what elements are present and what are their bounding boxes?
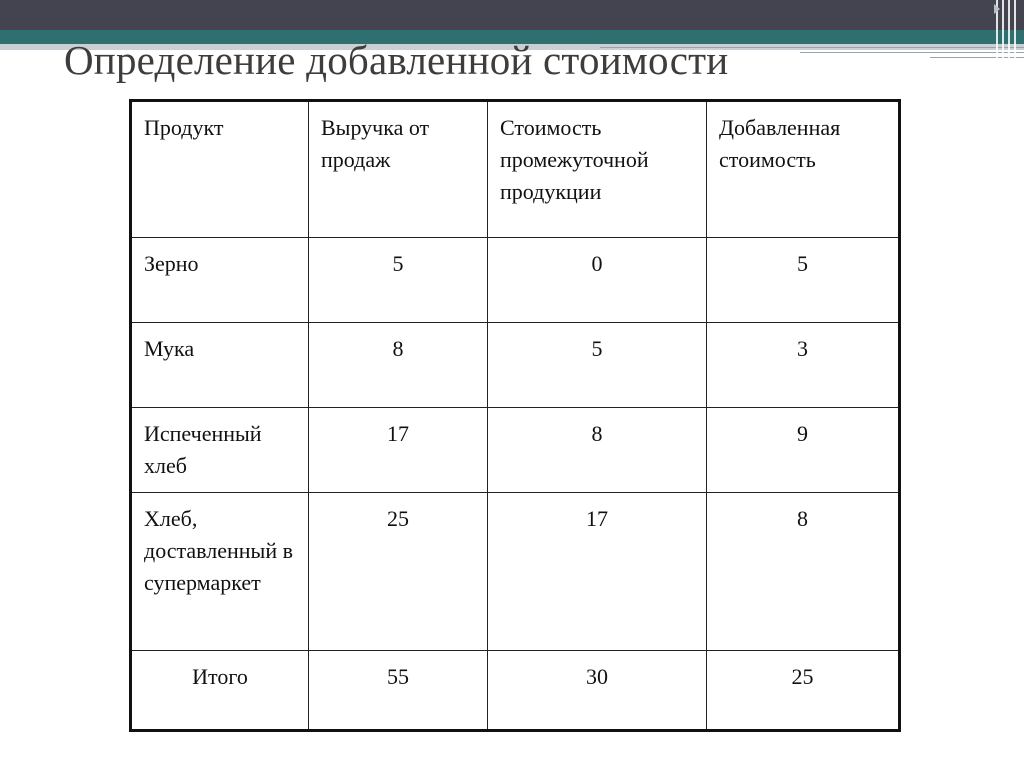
table-header-row: [131, 101, 900, 238]
cell-intermediate: 5: [488, 323, 707, 408]
cell-total-revenue: 55: [309, 651, 488, 731]
decorative-stripes: [990, 0, 1024, 95]
table-row: [131, 408, 900, 493]
cell-value-added: 5: [707, 238, 900, 323]
cell-total-value-added: 25: [707, 651, 900, 731]
table-row: [131, 493, 900, 651]
cell-value-added: 3: [707, 323, 900, 408]
cell-product: Зерно: [131, 238, 309, 323]
corner-arrow-icon: [994, 4, 1000, 14]
top-dark-bar: [0, 0, 1024, 30]
cell-product: Мука: [131, 323, 309, 408]
cell-revenue: 25: [309, 493, 488, 651]
header-product: Продукт: [131, 101, 309, 238]
cell-value-added: 8: [707, 493, 900, 651]
cell-product: Испеченный хлеб: [131, 408, 309, 493]
slide-title: Определение добавленной стоимости: [64, 37, 729, 83]
header-revenue: Выручка от продаж: [309, 101, 488, 238]
cell-revenue: 5: [309, 238, 488, 323]
cell-total-intermediate: 30: [488, 651, 707, 731]
cell-revenue: 8: [309, 323, 488, 408]
header-value-added: Добавленная стоимость: [707, 101, 900, 238]
cell-intermediate: 8: [488, 408, 707, 493]
cell-revenue: 17: [309, 408, 488, 493]
cell-product: Хлеб, доставленный в супермаркет: [131, 493, 309, 651]
cell-total-label: Итого: [131, 651, 309, 731]
table-total-row: [131, 651, 900, 731]
cell-value-added: 9: [707, 408, 900, 493]
cell-intermediate: 17: [488, 493, 707, 651]
cell-intermediate: 0: [488, 238, 707, 323]
table-row: [131, 238, 900, 323]
value-added-table: [129, 99, 901, 732]
table-row: [131, 323, 900, 408]
header-intermediate: Стоимость промежуточной продукции: [488, 101, 707, 238]
